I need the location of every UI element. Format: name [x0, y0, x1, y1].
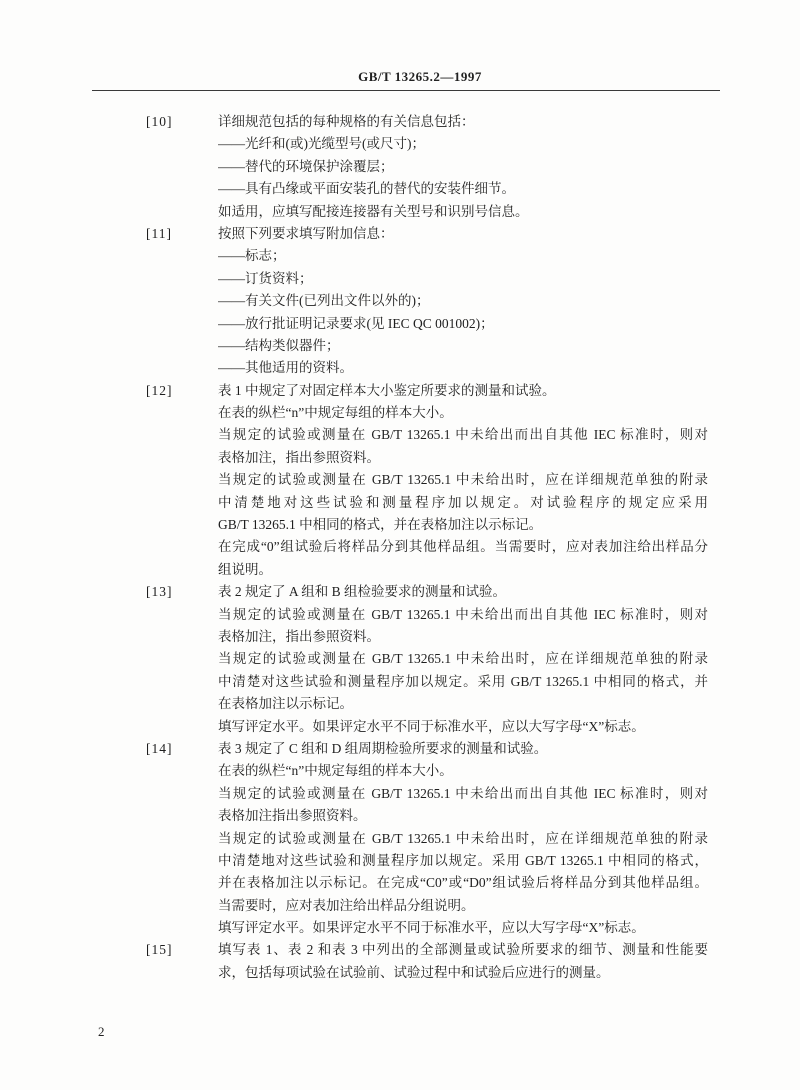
text-line: 中清楚地对这些试验和测量程序加以规定。对试验程序的规定应采用 — [218, 494, 708, 510]
text-line: 表格加注指出参照资料。 — [218, 808, 367, 824]
text-line: 在表的纵栏“n”中规定每组的样本大小。 — [218, 763, 453, 779]
text-line: 当需要时，应对表加注给出样品分组说明。 — [218, 897, 475, 913]
clause-item — [0, 581, 800, 738]
text-line: 当规定的试验或测量在 GB/T 13265.1 中未给出时，应在详细规范单独的附录 — [218, 472, 708, 488]
page-number: 2 — [98, 1024, 105, 1039]
text-line: 当规定的试验或测量在 GB/T 13265.1 中未给出而出自其他 IEC 标准时，则对 — [218, 785, 708, 801]
text-line: 表格加注，指出参照资料。 — [218, 628, 380, 644]
text-line: 在表格加注以示标记。 — [218, 696, 353, 712]
text-line: ——替代的环境保护涂覆层； — [218, 158, 394, 174]
clause-number: [13] — [146, 584, 173, 600]
text-line: 中清楚地对这些试验和测量程序加以规定。采用 GB/T 13265.1 中相同的格式， — [218, 852, 708, 868]
text-line: ——光纤和(或)光缆型号(或尺寸)； — [218, 136, 425, 152]
text-line: 表格加注，指出参照资料。 — [218, 449, 380, 465]
text-line: GB/T 13265.1 中相同的格式，并在表格加注以示标记。 — [218, 517, 543, 533]
text-line: ——具有凸缘或平面安装孔的替代的安装件细节。 — [218, 181, 515, 197]
clause-number: [14] — [146, 740, 173, 756]
clause-number: [11] — [146, 225, 172, 241]
text-line: 组说明。 — [218, 561, 272, 577]
running-header: GB/T 13265.2—1997 — [358, 69, 482, 84]
text-line: ——放行批证明记录要求(见 IEC QC 001002)； — [218, 315, 494, 331]
text-line: ——订货资料； — [218, 270, 313, 286]
clause-item — [0, 939, 800, 984]
text-line: 当规定的试验或测量在 GB/T 13265.1 中未给出时，应在详细规范单独的附录 — [218, 651, 708, 667]
clause-number: [10] — [146, 114, 173, 129]
clause-body — [218, 738, 708, 940]
text-line: ——标志； — [218, 248, 286, 264]
clause-item — [0, 738, 800, 940]
clause-number: [12] — [146, 382, 173, 398]
text-line: 在完成“0”组试验后将样品分到其他样品组。当需要时，应对表加注给出样品分 — [218, 539, 708, 555]
text-line: 填写评定水平。如果评定水平不同于标准水平，应以大写字母“X”标志。 — [218, 920, 645, 936]
header-rule — [92, 90, 720, 91]
text-line: 并在表格加注以示标记。在完成“C0”或“D0”组试验后将样品分到其他样品组。 — [218, 875, 708, 891]
text-line: 详细规范包括的每种规格的有关信息包括： — [218, 114, 475, 129]
text-line: 表 1 中规定了对固定样本大小鉴定所要求的测量和试验。 — [218, 382, 556, 398]
text-line: 如适用，应填写配接连接器有关型号和识别号信息。 — [218, 203, 529, 219]
clause-list — [0, 111, 800, 984]
clause-item — [0, 111, 800, 223]
clause-item — [0, 380, 800, 582]
text-line: ——结构类似器件； — [218, 337, 340, 353]
text-line: ——有关文件(已列出文件以外的)； — [218, 293, 430, 309]
clause-body — [218, 223, 708, 380]
text-line: 填写表 1、表 2 和表 3 中列出的全部测量或试验所要求的细节、测量和性能要 — [218, 942, 708, 958]
text-line: 当规定的试验或测量在 GB/T 13265.1 中未给出而出自其他 IEC 标准时，则对 — [218, 427, 708, 443]
text-line: 中清楚对这些试验和测量程序加以规定。采用 GB/T 13265.1 中相同的格式，并 — [218, 673, 708, 689]
text-line: 表 3 规定了 C 组和 D 组周期检验所要求的测量和试验。 — [218, 740, 548, 756]
text-line: 填写评定水平。如果评定水平不同于标准水平，应以大写字母“X”标志。 — [218, 718, 645, 734]
text-line: 在表的纵栏“n”中规定每组的样本大小。 — [218, 405, 453, 421]
clause-body — [218, 581, 708, 738]
clause-item — [0, 223, 800, 380]
text-line: 表 2 规定了 A 组和 B 组检验要求的测量和试验。 — [218, 584, 507, 600]
clause-number: [15] — [146, 942, 173, 958]
text-line: ——其他适用的资料。 — [218, 360, 353, 376]
text-line: 按照下列要求填写附加信息： — [218, 225, 394, 241]
text-line: 求，包括每项试验在试验前、试验过程中和试验后应进行的测量。 — [218, 964, 610, 980]
clause-body — [218, 111, 708, 223]
text-line: 当规定的试验或测量在 GB/T 13265.1 中未给出时，应在详细规范单独的附录 — [218, 830, 708, 846]
clause-body — [218, 380, 708, 582]
text-line: 当规定的试验或测量在 GB/T 13265.1 中未给出而出自其他 IEC 标准时，则对 — [218, 606, 708, 622]
clause-body — [218, 939, 708, 984]
